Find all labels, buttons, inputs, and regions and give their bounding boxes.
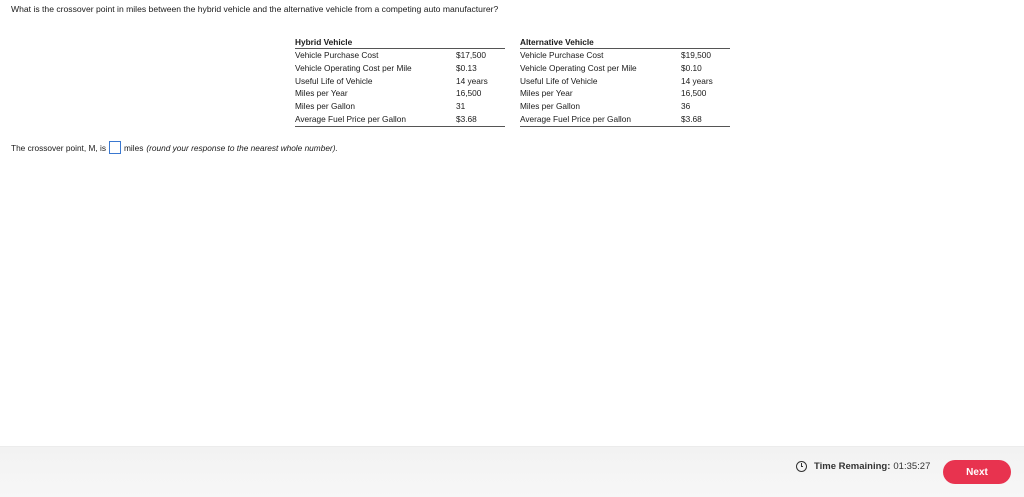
table-row bbox=[295, 49, 505, 62]
row-value: $3.68 bbox=[681, 113, 702, 124]
time-remaining bbox=[796, 461, 930, 472]
row-label: Miles per Year bbox=[295, 88, 348, 99]
row-label: Useful Life of Vehicle bbox=[295, 75, 373, 86]
table-row bbox=[520, 75, 730, 88]
row-label: Useful Life of Vehicle bbox=[520, 75, 598, 86]
row-label: Average Fuel Price per Gallon bbox=[520, 113, 631, 124]
table-row bbox=[520, 62, 730, 75]
table-row bbox=[520, 113, 730, 127]
prompt-unit: miles bbox=[124, 142, 144, 153]
hybrid-vehicle-table bbox=[295, 36, 505, 127]
row-value: $17,500 bbox=[456, 50, 486, 60]
footer-bar bbox=[0, 446, 1024, 497]
table-row bbox=[520, 100, 730, 113]
table-row bbox=[295, 62, 505, 75]
row-value: 14 years bbox=[456, 75, 488, 86]
row-value: 36 bbox=[681, 101, 691, 112]
table-row bbox=[295, 75, 505, 88]
next-button[interactable]: Next bbox=[943, 460, 1011, 484]
row-value: $0.13 bbox=[456, 62, 477, 73]
answer-prompt bbox=[11, 141, 338, 154]
row-label: Miles per Gallon bbox=[295, 101, 355, 112]
crossover-answer-input[interactable] bbox=[109, 141, 121, 154]
table-row bbox=[295, 87, 505, 100]
row-value: 14 years bbox=[681, 75, 713, 86]
row-value: 31 bbox=[456, 101, 466, 112]
row-label: Average Fuel Price per Gallon bbox=[295, 113, 406, 124]
timer-value: 01:35:27 bbox=[893, 461, 931, 472]
row-label: Miles per Gallon bbox=[520, 101, 580, 112]
row-value: 16,500 bbox=[456, 88, 482, 99]
row-label: Vehicle Operating Cost per Mile bbox=[295, 62, 412, 73]
alternative-title-text: Alternative Vehicle bbox=[520, 37, 594, 47]
row-label: Vehicle Purchase Cost bbox=[295, 50, 379, 60]
table-row bbox=[295, 100, 505, 113]
row-label: Vehicle Purchase Cost bbox=[520, 50, 604, 60]
row-value: $0.10 bbox=[681, 62, 702, 73]
question-text: What is the crossover point in miles between the hybrid vehicle and the alternative vehicle from a competing auto manufacturer? bbox=[11, 4, 499, 14]
timer-label: Time Remaining: bbox=[814, 461, 891, 472]
clock-icon bbox=[796, 461, 807, 472]
prompt-text: The crossover point, M, is bbox=[11, 142, 106, 153]
row-value: 16,500 bbox=[681, 88, 707, 99]
row-label: Miles per Year bbox=[520, 88, 573, 99]
table-row bbox=[520, 49, 730, 62]
alternative-table-title bbox=[520, 36, 730, 49]
table-row bbox=[520, 87, 730, 100]
table-row bbox=[295, 113, 505, 127]
prompt-hint: (round your response to the nearest whole number). bbox=[146, 142, 338, 153]
hybrid-table-title bbox=[295, 36, 505, 49]
row-value: $19,500 bbox=[681, 50, 711, 60]
hybrid-title-text: Hybrid Vehicle bbox=[295, 37, 353, 47]
alternative-vehicle-table bbox=[520, 36, 730, 127]
row-label: Vehicle Operating Cost per Mile bbox=[520, 62, 637, 73]
row-value: $3.68 bbox=[456, 113, 477, 124]
